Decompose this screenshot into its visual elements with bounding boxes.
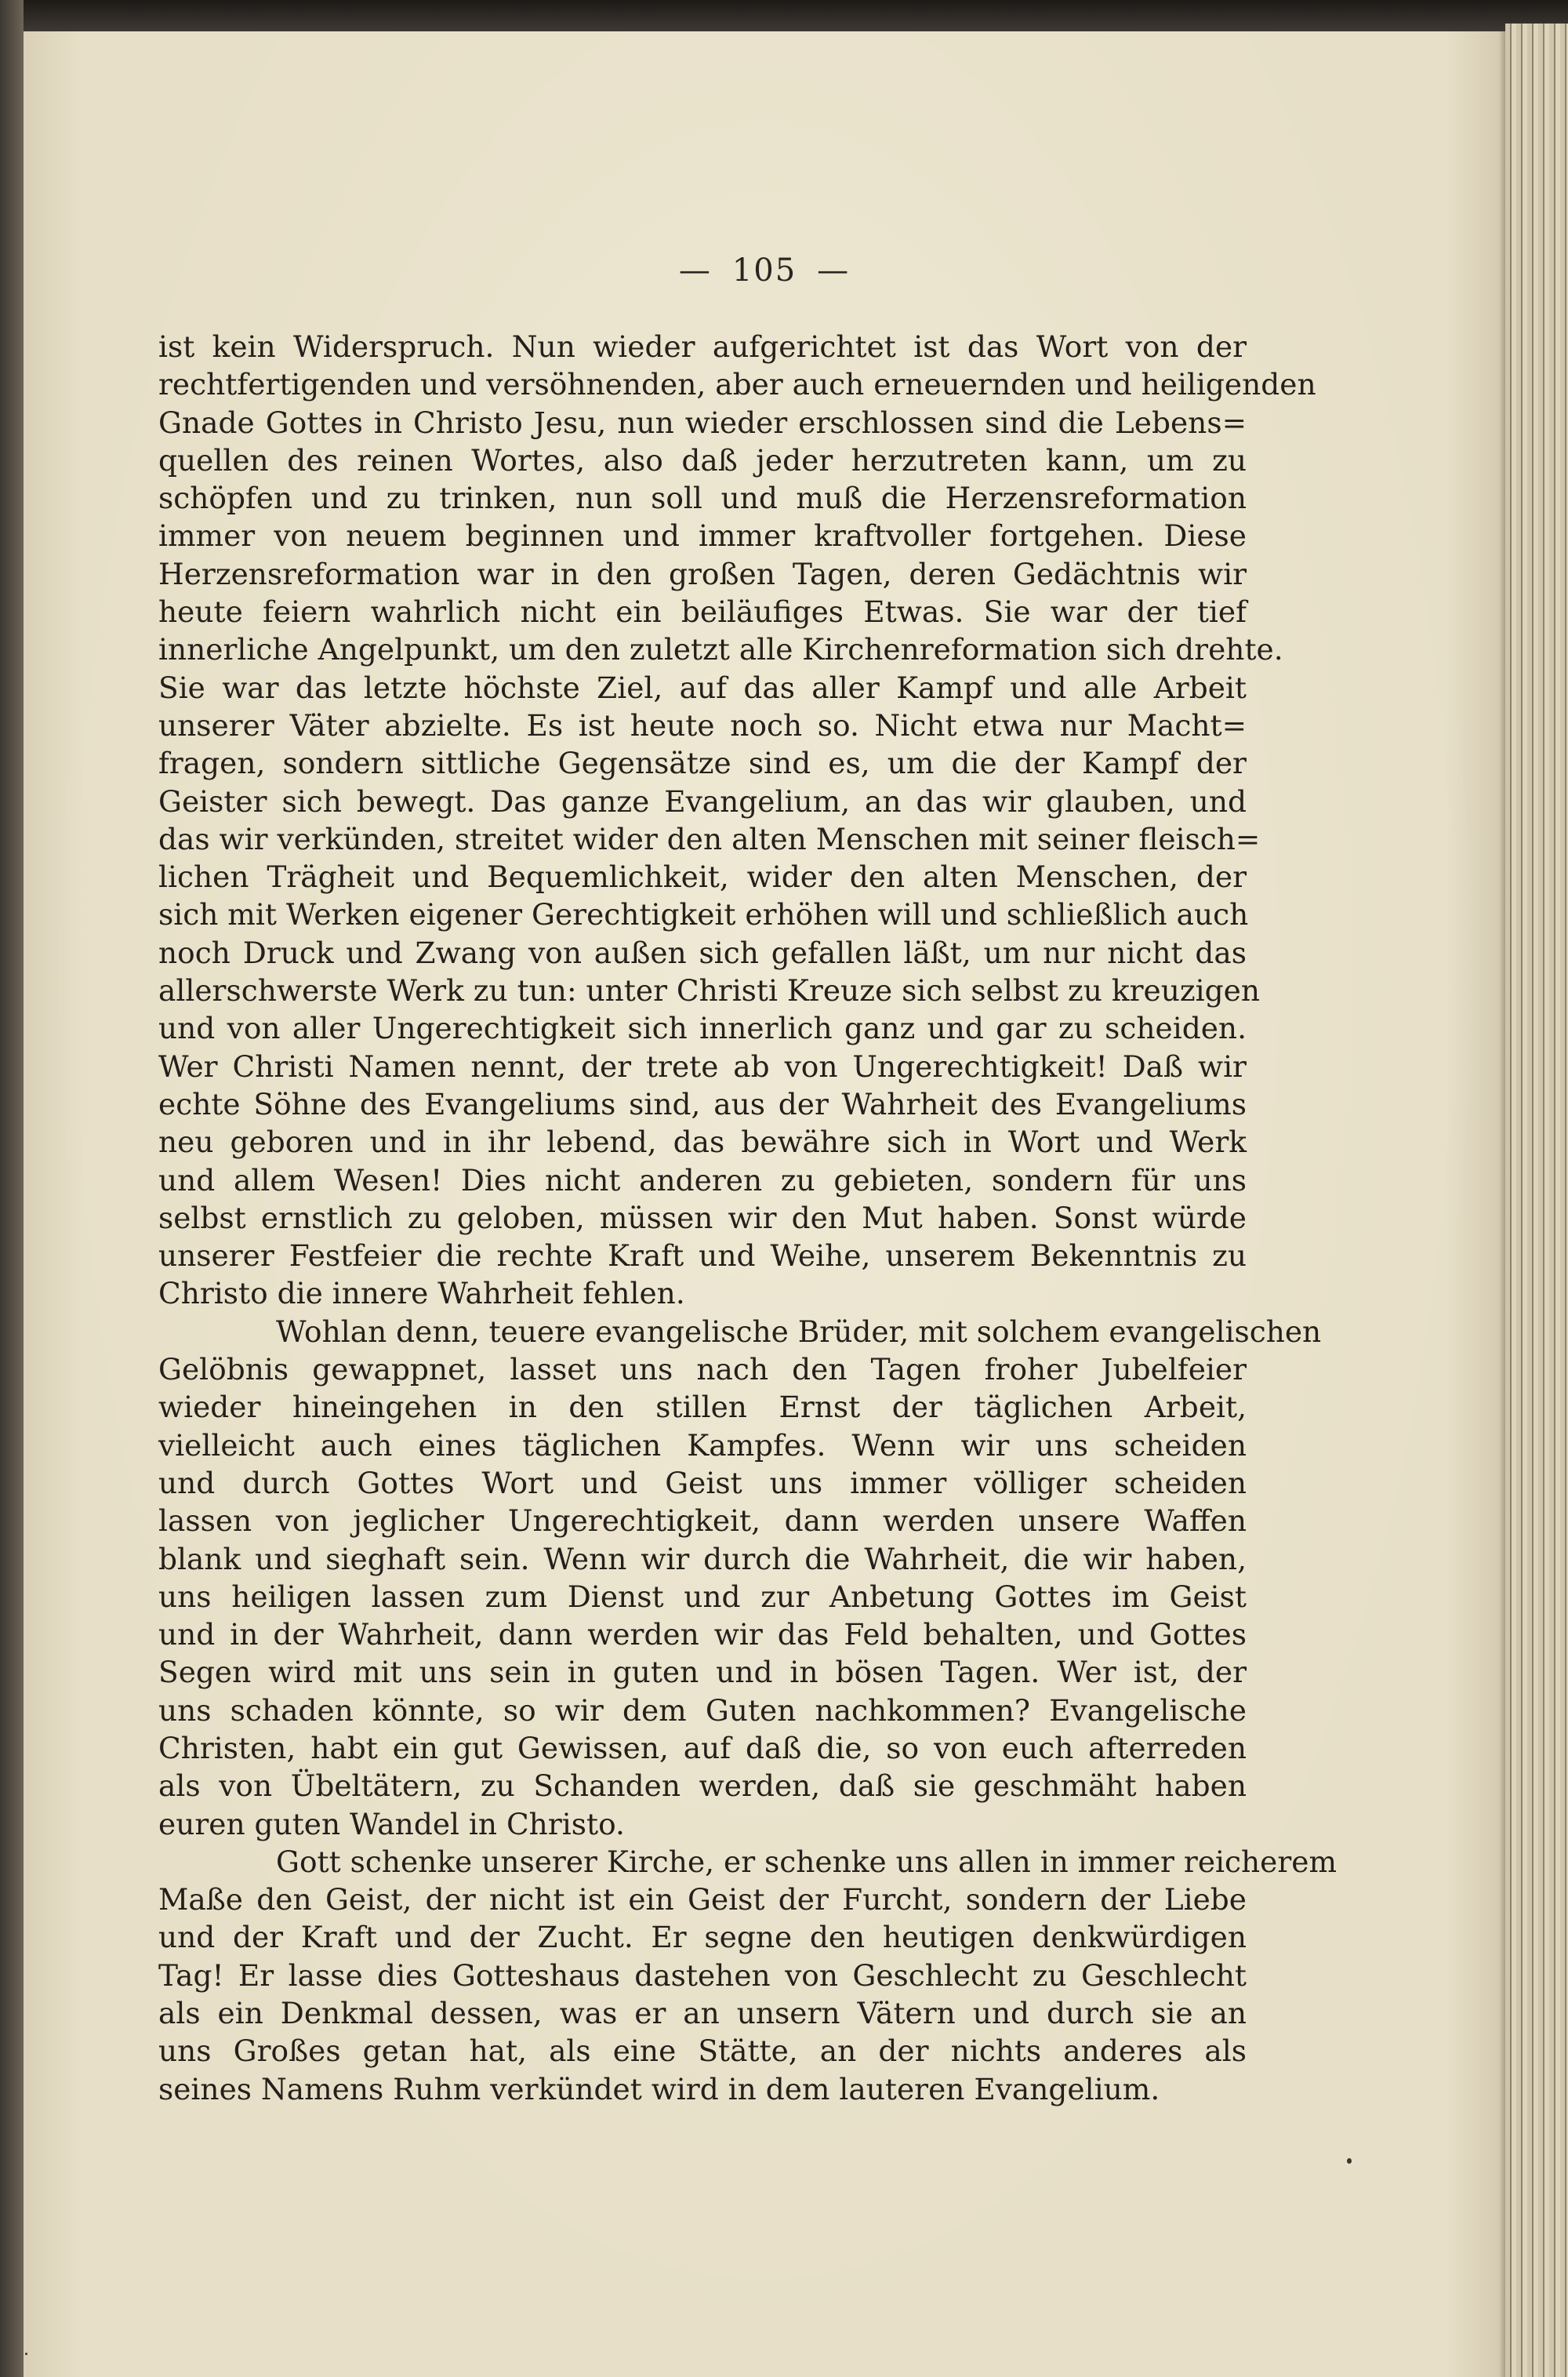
text-line: Maße den Geist, der nicht ist ein Geist der Furcht, sondern der Liebe — [158, 1882, 1247, 1917]
text-line: fragen, sondern sittliche Gegensätze sind es, um die der Kampf der — [158, 746, 1247, 781]
text-line: rechtfertigenden und versöhnenden, aber auch erneuernden und heiligenden — [158, 367, 1316, 402]
text-line: und der Kraft und der Zucht. Er segne den heutigen denkwürdigen — [158, 1920, 1247, 1955]
text-line: seines Namens Ruhm verkündet wird in dem lauteren Evangelium. — [158, 2071, 1160, 2106]
text-line: innerliche Angelpunkt, um den zuletzt alle Kirchenreformation sich drehte. — [158, 632, 1283, 667]
text-line: sich mit Werken eigener Gerechtigkeit erhöhen will und schließlich auch — [158, 897, 1249, 932]
scan-left-edge — [0, 0, 24, 2377]
body-text — [158, 328, 1338, 2108]
text-line: das wir verkünden, streitet wider den alten Menschen mit seiner fleisch= — [158, 821, 1261, 856]
text-line: Tag! Er lasse dies Gotteshaus dastehen von Geschlecht zu Geschlecht — [158, 1957, 1247, 1993]
text-line: uns heiligen lassen zum Dienst und zur Anbetung Gottes im Geist — [158, 1579, 1247, 1614]
text-line: und von aller Ungerechtigkeit sich innerlich ganz und gar zu scheiden. — [158, 1011, 1247, 1046]
text-line: wieder hineingehen in den stillen Ernst der täglichen Arbeit, — [158, 1390, 1247, 1425]
text-line: Sie war das letzte höchste Ziel, auf das aller Kampf und alle Arbeit — [158, 670, 1247, 705]
text-line: selbst ernstlich zu geloben, müssen wir den Mut haben. Sonst würde — [158, 1200, 1247, 1235]
text-line: vielleicht auch eines täglichen Kampfes. Wenn wir uns scheiden — [158, 1427, 1247, 1463]
paper-speck — [25, 2353, 27, 2355]
text-line: ist kein Widerspruch. Nun wieder aufgerichtet ist das Wort von der — [158, 329, 1247, 364]
text-line: lassen von jeglicher Ungerechtigkeit, dann werden unsere Waffen — [158, 1503, 1247, 1539]
text-line: Wer Christi Namen nennt, der trete ab von Ungerechtigkeit! Daß wir — [158, 1049, 1247, 1084]
text-line: als von Übeltätern, zu Schanden werden, daß sie geschmäht haben — [158, 1768, 1247, 1804]
text-line: und durch Gottes Wort und Geist uns immer völliger scheiden — [158, 1465, 1247, 1500]
header-dash-right: — — [817, 253, 851, 289]
header-dash-left: — — [678, 253, 712, 289]
text-line: und allem Wesen! Dies nicht anderen zu gebieten, sondern für uns — [158, 1162, 1247, 1198]
text-line: quellen des reinen Wortes, also daß jeder herzutreten kann, um zu — [158, 442, 1247, 478]
page-number: 105 — [731, 253, 797, 289]
text-line: neu geboren und in ihr lebend, das bewähre sich in Wort und Werk — [158, 1125, 1247, 1160]
paragraph-start-line: Gott schenke unserer Kirche, er schenke uns allen in immer reicherem — [276, 1844, 1338, 1879]
text-line: uns Großes getan hat, als eine Stätte, an der nichts anderes als — [158, 2034, 1247, 2069]
text-line: als ein Denkmal dessen, was er an unsern Vätern und durch sie an — [158, 1996, 1247, 2031]
text-line: blank und sieghaft sein. Wenn wir durch die Wahrheit, die wir haben, — [158, 1541, 1247, 1576]
text-line: noch Druck und Zwang von außen sich gefallen läßt, um nur nicht das — [158, 935, 1247, 970]
text-line: Gnade Gottes in Christo Jesu, nun wieder erschlossen sind die Lebens= — [158, 405, 1247, 440]
text-line: schöpfen und zu trinken, nun soll und muß die Herzensreformation — [158, 481, 1247, 516]
text-line: Segen wird mit uns sein in guten und in bösen Tagen. Wer ist, der — [158, 1655, 1247, 1690]
page-sheet — [24, 31, 1505, 2377]
text-line: echte Söhne des Evangeliums sind, aus der Wahrheit des Evangeliums — [158, 1086, 1247, 1121]
text-line: euren guten Wandel in Christo. — [158, 1806, 625, 1841]
text-line: Geister sich bewegt. Das ganze Evangelium, an das wir glauben, und — [158, 783, 1247, 819]
text-line: lichen Trägheit und Bequemlichkeit, wider den alten Menschen, der — [158, 860, 1247, 895]
text-line: uns schaden könnte, so wir dem Guten nachkommen? Evangelische — [158, 1692, 1247, 1728]
paragraph-start-line: Wohlan denn, teuere evangelische Brüder, mit solchem evangelischen — [276, 1314, 1322, 1349]
page-header — [24, 253, 1505, 289]
text-line: immer von neuem beginnen und immer kraftvoller fortgehen. Diese — [158, 518, 1247, 554]
text-line: und in der Wahrheit, dann werden wir das Feld behalten, und Gottes — [158, 1617, 1247, 1652]
scan-top-edge — [0, 0, 1568, 33]
text-line: Herzensreformation war in den großen Tagen, deren Gedächtnis wir — [158, 556, 1247, 591]
text-line: allerschwerste Werk zu tun: unter Christi Kreuze sich selbst zu kreuzigen — [158, 973, 1260, 1009]
text-line: unserer Väter abzielte. Es ist heute noch so. Nicht etwa nur Macht= — [158, 707, 1247, 743]
text-line: Christo die innere Wahrheit fehlen. — [158, 1276, 685, 1311]
text-line: unserer Festfeier die rechte Kraft und Weihe, unserem Bekenntnis zu — [158, 1238, 1247, 1274]
text-line: Christen, habt ein gut Gewissen, auf daß die, so von euch afterreden — [158, 1730, 1247, 1765]
text-line: Gelöbnis gewappnet, lasset uns nach den Tagen froher Jubelfeier — [158, 1352, 1247, 1387]
page-stack-edge — [1505, 24, 1568, 2377]
text-line: heute feiern wahrlich nicht ein beiläufiges Etwas. Sie war der tief — [158, 594, 1247, 630]
paper-speck — [1347, 2158, 1352, 2164]
